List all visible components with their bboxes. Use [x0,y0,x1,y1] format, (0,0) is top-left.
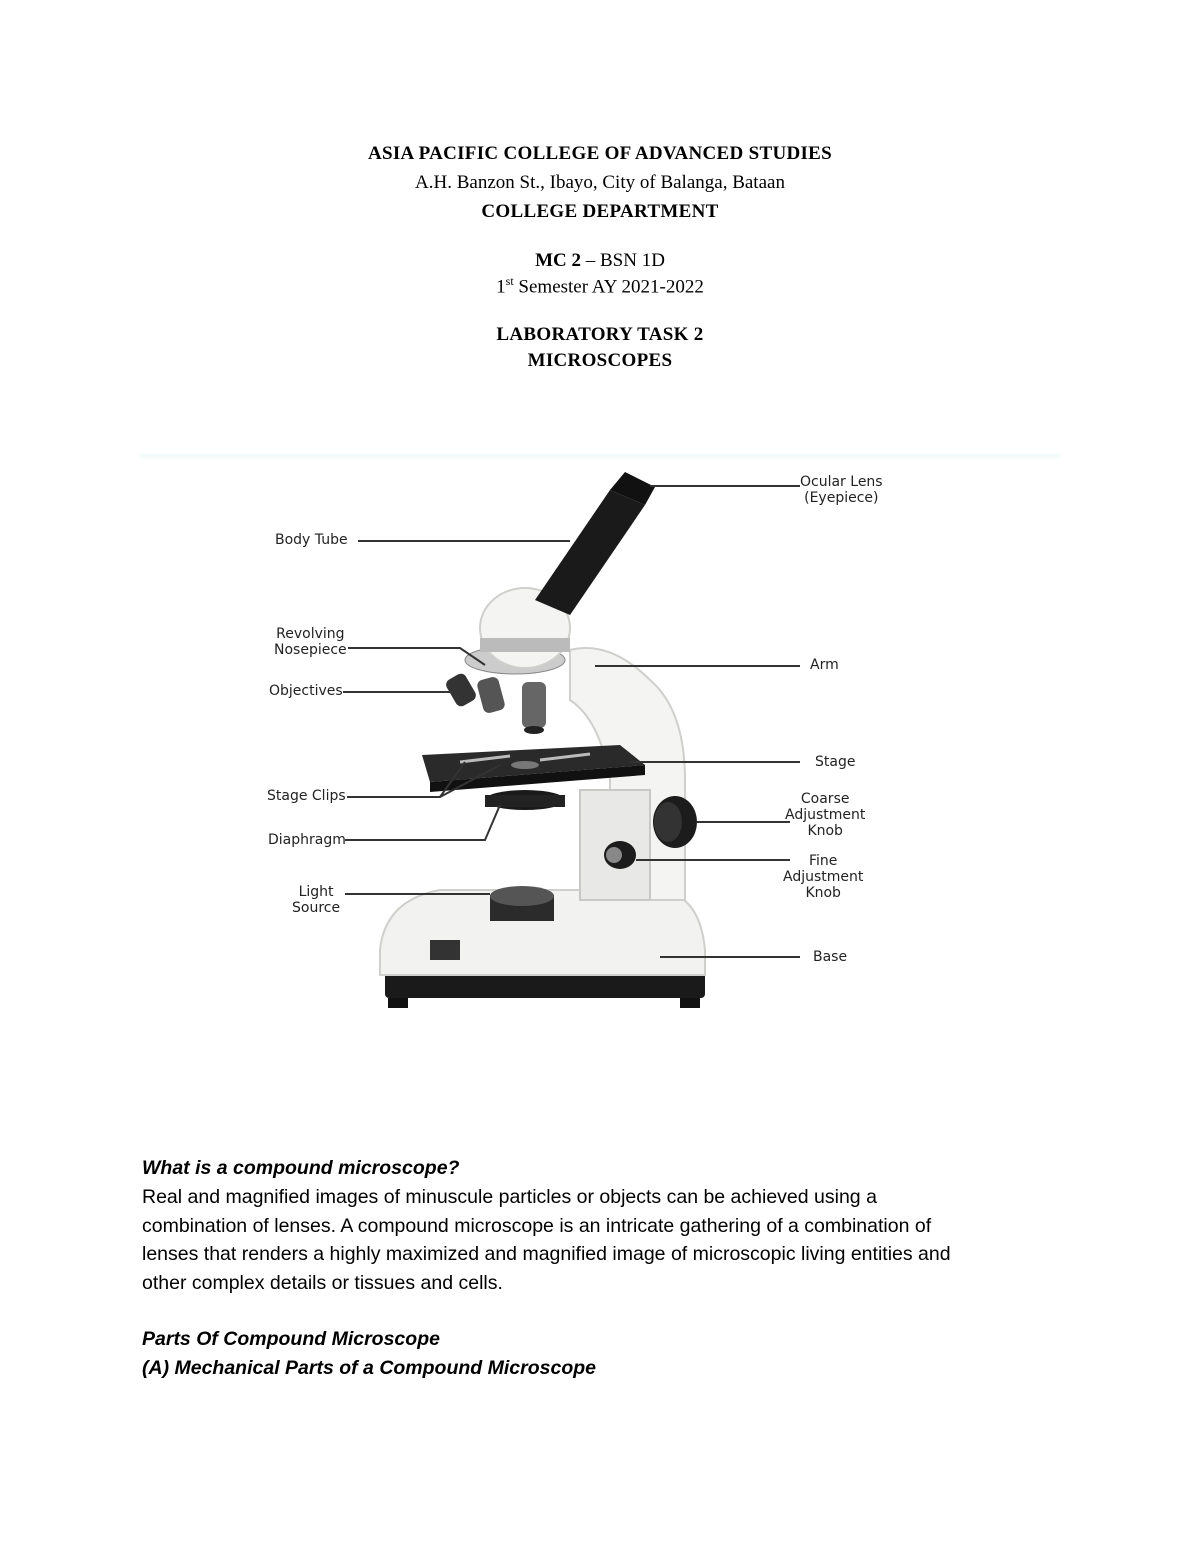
label-stage: Stage [815,754,856,770]
label-ocular-lens-line2: (Eyepiece) [804,490,879,506]
semester-number: 1 [496,276,506,298]
label-fine-line2: Adjustment [783,869,864,885]
diaphragm-shape [485,790,565,810]
label-body-tube: Body Tube [275,532,348,548]
department-name: COLLEGE DEPARTMENT [481,201,719,222]
label-ocular-lens-line1: Ocular Lens [800,474,883,490]
label-fine-line3: Knob [805,885,841,901]
label-nosepiece-line2: Nosepiece [274,642,347,658]
body-tube-shape [535,472,655,615]
school-address: A.H. Banzon St., Ibayo, City of Balanga, Bataan [415,172,785,193]
fine-knob-shape [604,841,636,869]
semester-line [0,274,1200,298]
topic-title: MICROSCOPES [527,350,673,371]
semester-superscript: st [505,274,514,288]
parts-heading: Parts Of Compound Microscope [142,1328,440,1350]
microscope-diagram [140,450,1060,1050]
question-heading: What is a compound microscope? [142,1157,460,1179]
label-coarse-adjustment-knob [785,791,865,839]
label-fine-line1: Fine [808,853,838,869]
label-diaphragm: Diaphragm [268,832,346,848]
label-arm: Arm [810,657,839,673]
paragraph-line-4: other complex details or tissues and cells. [142,1271,503,1294]
label-stage-clips: Stage Clips [267,788,346,804]
definition-paragraph [142,1183,1062,1297]
label-ocular-lens [800,474,883,506]
paragraph-line-1: Real and magnified images of minuscule particles or objects can be achieved using a [142,1186,877,1208]
label-coarse-line1: Coarse [800,791,850,807]
semester-text: Semester AY 2021-2022 [513,276,704,298]
label-objectives: Objectives [269,683,343,699]
paragraph-line-3: lenses that renders a highly maximized and magnified image of microscopic living entities and [142,1243,951,1265]
course-line [0,250,1200,272]
label-nosepiece-line1: Revolving [276,626,345,642]
course-text: – BSN 1D [580,250,665,271]
label-revolving-nosepiece [274,626,347,658]
label-base: Base [813,949,848,965]
label-light-line2: Source [292,900,341,916]
label-fine-adjustment-knob [783,853,863,901]
label-light-line1: Light [298,884,334,900]
school-name: ASIA PACIFIC COLLEGE OF ADVANCED STUDIES [367,143,833,164]
mechanical-parts-heading: (A) Mechanical Parts of a Compound Microscope [142,1357,596,1379]
coarse-knob-shape [653,796,697,848]
label-light-source [292,884,340,916]
light-source-shape [490,886,554,921]
label-coarse-line3: Knob [807,823,843,839]
paragraph-line-2: combination of lenses. A compound microscope is an intricate gathering of a combination of [142,1214,932,1237]
course-code: MC 2 [535,250,581,271]
task-title: LABORATORY TASK 2 [496,324,704,345]
label-coarse-line2: Adjustment [785,807,866,823]
